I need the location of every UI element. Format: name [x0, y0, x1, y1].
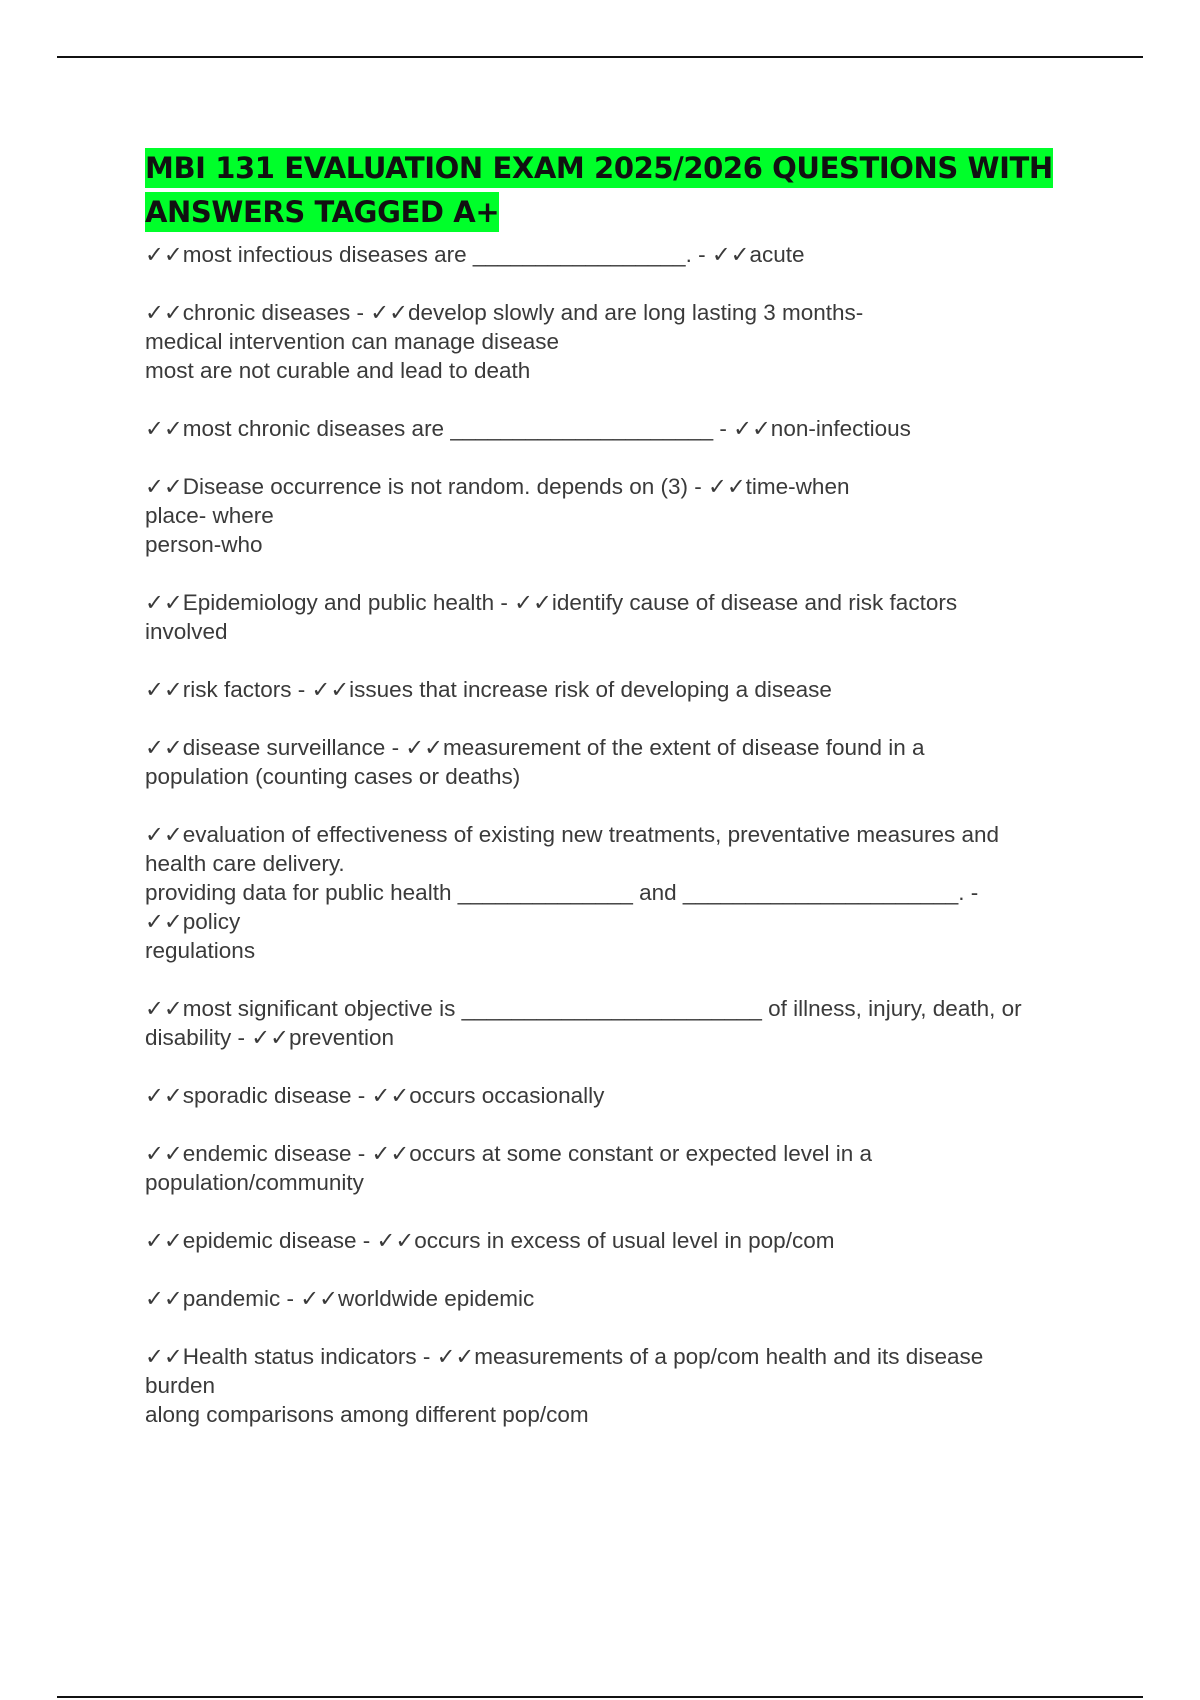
qa-item-1: ✓✓most infectious diseases are _________________. - ✓✓acute [145, 242, 805, 267]
qa-item-13: ✓✓pandemic - ✓✓worldwide epidemic [145, 1286, 535, 1311]
document-body [145, 146, 1080, 1458]
qa-item-11: ✓✓endemic disease - ✓✓occurs at some constant or expected level in a population/community [145, 1141, 872, 1195]
qa-item-12: ✓✓epidemic disease - ✓✓occurs in excess of usual level in pop/com [145, 1228, 835, 1253]
qa-item-7: ✓✓disease surveillance - ✓✓measurement of the extent of disease found in a population (counting cases or deaths) [145, 735, 925, 789]
qa-item-10: ✓✓sporadic disease - ✓✓occurs occasionally [145, 1083, 605, 1108]
qa-item-14: ✓✓Health status indicators - ✓✓measurements of a pop/com health and its disease burden along comparisons among different pop/com [145, 1344, 984, 1427]
qa-item-6: ✓✓risk factors - ✓✓issues that increase risk of developing a disease [145, 677, 832, 702]
qa-item-9: ✓✓most significant objective is ________________________ of illness, injury, death, or disability - ✓✓prevention [145, 996, 1022, 1050]
qa-item-8: ✓✓evaluation of effectiveness of existing new treatments, preventative measures and health care delivery. providing data for public health ______________ and ______________________. - ✓✓policy regulations [145, 822, 1000, 963]
document-title [145, 146, 1080, 234]
qa-item-2: ✓✓chronic diseases - ✓✓develop slowly and are long lasting 3 months- medical intervention can manage disease most are not curable and lead to death [145, 300, 864, 383]
title-highlight: MBI 131 EVALUATION EXAM 2025/2026 QUESTIONS WITH ANSWERS TAGGED A+ [145, 148, 1053, 232]
qa-item-5: ✓✓Epidemiology and public health - ✓✓identify cause of disease and risk factors involved [145, 590, 958, 644]
footer-rule [57, 1696, 1143, 1698]
qa-item-4: ✓✓Disease occurrence is not random. depends on (3) - ✓✓time-when place- where person-who [145, 474, 850, 557]
header-rule [57, 56, 1143, 58]
qa-item-3: ✓✓most chronic diseases are _____________________ - ✓✓non-infectious [145, 416, 911, 441]
